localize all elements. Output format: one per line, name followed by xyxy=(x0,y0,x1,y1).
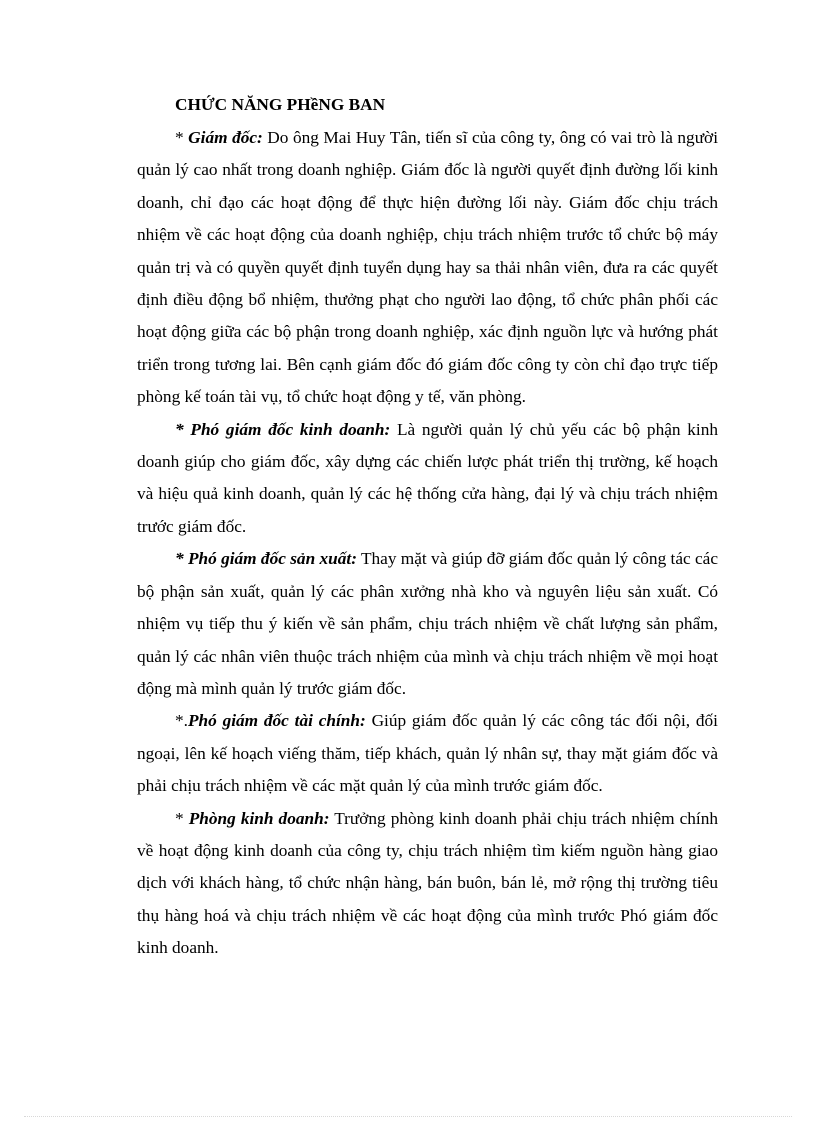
paragraph-term: Phó giám đốc tài chính: xyxy=(187,711,366,731)
paragraph-pho-giam-doc-san-xuat xyxy=(137,543,718,705)
paragraph-term: Giám đốc: xyxy=(188,128,263,147)
paragraph-text: Giúp giám đốc quản lý các công tác đối nội, đối ngoại, lên kế hoạch viếng thăm, tiếp khách, quản lý nhân sự, thay mặt giám đốc và phải chịu trách nhiệm về các mặt quản lý của mình trước giám đốc. xyxy=(137,711,718,796)
paragraph-text: Do ông Mai Huy Tân, tiến sĩ của công ty, ông có vai trò là người quản lý cao nhất trong doanh nghiệp. Giám đốc là người quyết định đường lối kinh doanh, chỉ đạo các hoạt động để thực hiện đường lối này. Giám đốc chịu trách nhiệm về các hoạt động của doanh nghiệp, chịu trách nhiệm trước tổ chức bộ máy quản trị và có quyền quyết định tuyển dụng hay sa thải nhân viên, đưa ra các quyết định điều động bổ nhiệm, thưởng phạt cho người lao động, tổ chức phân phối các hoạt động giữa các bộ phận trong doanh nghiệp, xác định nguồn lực và hướng phát triển trong tương lai. Bên cạnh giám đốc đó giám đốc công ty còn chỉ đạo trực tiếp phòng kế toán tài vụ, tổ chức hoạt động y tế, văn phòng. xyxy=(137,128,718,407)
paragraph-term: Phòng kinh doanh: xyxy=(188,808,330,828)
paragraph-text: Là người quản lý chủ yếu các bộ phận kinh doanh giúp cho giám đốc, xây dựng các chiến lược phát triển thị trường, kế hoạch và hiệu quả kinh doanh, quản lý các hệ thống cửa hàng, đại lý và chịu trách nhiệm trước giám đốc. xyxy=(137,419,718,536)
paragraph-term: * Phó giám đốc sản xuất: xyxy=(175,549,357,569)
paragraph-prefix: *. xyxy=(175,711,188,731)
paragraph-pho-giam-doc-tai-chinh xyxy=(137,705,718,802)
paragraph-giam-doc xyxy=(137,122,718,414)
paragraph-phong-kinh-doanh xyxy=(137,803,718,965)
paragraph-prefix: * xyxy=(175,808,189,828)
page-bottom-divider xyxy=(24,1116,792,1117)
paragraph-pho-giam-doc-kinh-doanh xyxy=(137,414,718,544)
paragraph-text: Trưởng phòng kinh doanh phải chịu trách nhiệm chính về hoạt động kinh doanh của công ty, chịu trách nhiệm tìm kiếm nguồn hàng giao dịch với khách hàng, tổ chức nhận hàng, bán buôn, bán lẻ, mở rộng thị trường tiêu thụ hàng hoá và chịu trách nhiệm về các hoạt động của mình trước Phó giám đốc kinh doanh. xyxy=(137,808,718,958)
document-body xyxy=(137,88,718,965)
paragraph-prefix: * xyxy=(175,128,189,147)
section-heading: CHỨC NĂNG PHềNG BAN xyxy=(175,95,386,114)
paragraph-term: * Phó giám đốc kinh doanh: xyxy=(175,419,391,439)
paragraph-text: Thay mặt và giúp đỡ giám đốc quản lý công tác các bộ phận sản xuất, quản lý các phân xưởng nhà kho và nguyên liệu sản xuất. Có nhiệm vụ tiếp thu ý kiến về sản phẩm, chịu trách nhiệm về chất lượng sản phẩm, quản lý các nhân viên thuộc trách nhiệm của mình và chịu trách nhiệm về mọi hoạt động mà mình quản lý trước giám đốc. xyxy=(137,549,719,698)
